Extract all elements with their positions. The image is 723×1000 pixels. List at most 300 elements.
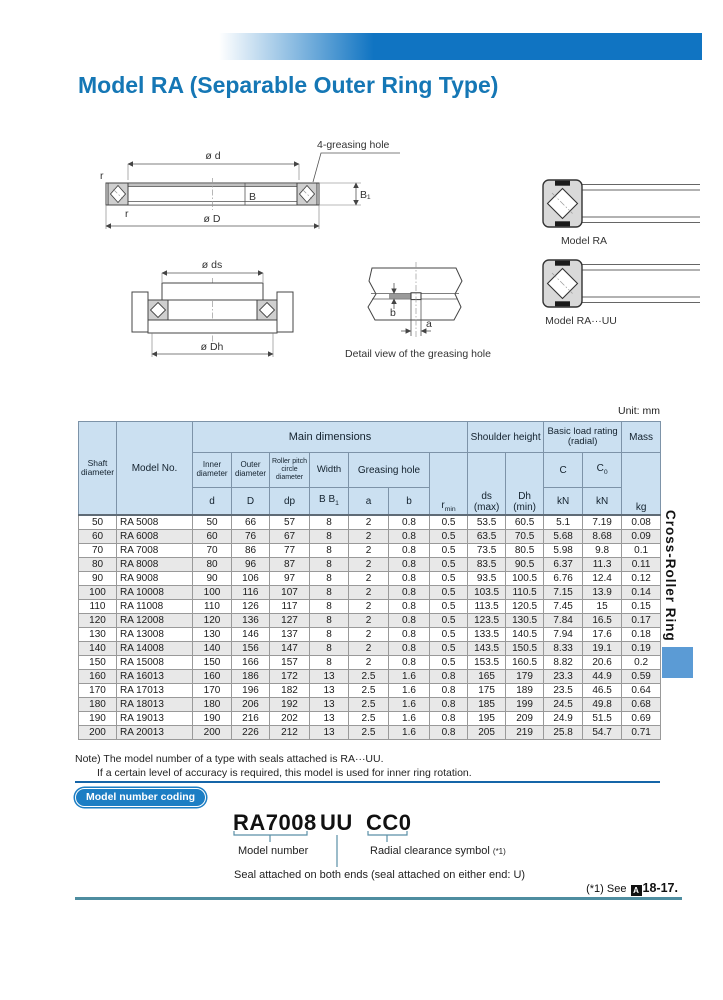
table-cell: 182 xyxy=(270,684,310,698)
code-model-number: RA7008 xyxy=(233,810,317,835)
table-cell: 53.5 xyxy=(468,515,506,530)
table-cell: 51.5 xyxy=(583,712,622,726)
table-cell: 70.5 xyxy=(506,530,544,544)
table-cell: 153.5 xyxy=(468,656,506,670)
label-radial-clearance: Radial clearance symbol (*1) xyxy=(370,845,506,857)
table-cell: 2 xyxy=(349,530,389,544)
note-line-1: Note) The model number of a type with seals attached is RA···UU. xyxy=(75,753,384,765)
table-cell: 127 xyxy=(270,614,310,628)
table-cell: 11.3 xyxy=(583,558,622,572)
table-row xyxy=(79,558,661,572)
group-main-dimensions: Main dimensions xyxy=(193,422,468,453)
table-cell: 150 xyxy=(79,656,117,670)
table-cell: 7.19 xyxy=(583,515,622,530)
dim-label-ds: ø ds xyxy=(201,259,223,271)
table-cell: 212 xyxy=(270,726,310,740)
table-cell: 80 xyxy=(193,558,232,572)
table-cell: 0.68 xyxy=(622,698,661,712)
table-cell: 24.5 xyxy=(544,698,583,712)
table-cell: 156 xyxy=(232,642,270,656)
table-cell: 60.5 xyxy=(506,515,544,530)
table-cell: 0.59 xyxy=(622,670,661,684)
col-mass: Mass xyxy=(622,422,661,453)
label-B: B xyxy=(249,191,257,203)
model-ra-caption: Model RA xyxy=(560,235,608,247)
side-tab-square xyxy=(662,647,693,678)
table-cell: 140 xyxy=(79,642,117,656)
table-cell: 17.6 xyxy=(583,628,622,642)
note-line-2: If a certain level of accuracy is required, this model is used for inner ring rotation. xyxy=(97,766,472,779)
table-cell: 2 xyxy=(349,572,389,586)
table-cell: 2.5 xyxy=(349,670,389,684)
table-cell: 205 xyxy=(468,726,506,740)
table-cell: 196 xyxy=(232,684,270,698)
table-cell: 13 xyxy=(310,698,349,712)
table-cell: 0.5 xyxy=(430,614,468,628)
table-cell: 146 xyxy=(232,628,270,642)
table-cell: 0.08 xyxy=(622,515,661,530)
table-cell: RA 6008 xyxy=(117,530,193,544)
table-cell: 200 xyxy=(79,726,117,740)
table-cell: 130 xyxy=(193,628,232,642)
table-cell: RA 12008 xyxy=(117,614,193,628)
table-cell: 133.5 xyxy=(468,628,506,642)
table-cell: 66 xyxy=(232,515,270,530)
table-cell: 2.5 xyxy=(349,684,389,698)
side-tab-label: Cross-Roller Ring xyxy=(663,510,678,642)
table-row xyxy=(79,572,661,586)
table-cell: 0.17 xyxy=(622,614,661,628)
table-cell: 73.5 xyxy=(468,544,506,558)
table-row xyxy=(79,628,661,642)
ring-cross-section-drawing xyxy=(100,139,400,229)
table-cell: 2 xyxy=(349,642,389,656)
table-cell: 206 xyxy=(232,698,270,712)
table-cell: 0.8 xyxy=(389,642,430,656)
ref-mark: (*1) xyxy=(492,847,506,856)
table-cell: 8 xyxy=(310,572,349,586)
table-cell: RA 13008 xyxy=(117,628,193,642)
table-cell: 172 xyxy=(270,670,310,684)
table-cell: 0.8 xyxy=(389,515,430,530)
table-cell: 110.5 xyxy=(506,586,544,600)
footnote: (*1) See A 18-17. xyxy=(586,881,678,895)
table-cell: 16.5 xyxy=(583,614,622,628)
catalog-section-icon: A xyxy=(631,885,642,896)
dim-label-Dh: ø Dh xyxy=(200,341,224,353)
table-cell: 180 xyxy=(79,698,117,712)
table-note xyxy=(75,753,472,780)
table-cell: 150.5 xyxy=(506,642,544,656)
table-cell: 117 xyxy=(270,600,310,614)
top-gradient-bar xyxy=(219,33,702,60)
table-row xyxy=(79,726,661,740)
table-cell: 0.8 xyxy=(389,558,430,572)
table-cell: 0.15 xyxy=(622,600,661,614)
table-cell: 160 xyxy=(193,670,232,684)
table-cell: 120.5 xyxy=(506,600,544,614)
table-cell: 140.5 xyxy=(506,628,544,642)
table-cell: 0.2 xyxy=(622,656,661,670)
table-cell: 113.5 xyxy=(468,600,506,614)
table-cell: 0.19 xyxy=(622,642,661,656)
table-cell: 60 xyxy=(193,530,232,544)
table-cell: 185 xyxy=(468,698,506,712)
table-cell: 96 xyxy=(232,558,270,572)
table-row xyxy=(79,600,661,614)
table-cell: 97 xyxy=(270,572,310,586)
table-cell: 160.5 xyxy=(506,656,544,670)
table-cell: 190 xyxy=(79,712,117,726)
table-cell: 226 xyxy=(232,726,270,740)
table-row xyxy=(79,698,661,712)
spec-table-body xyxy=(79,515,661,740)
table-cell: 0.5 xyxy=(430,558,468,572)
table-cell: 150 xyxy=(193,656,232,670)
table-cell: 80 xyxy=(79,558,117,572)
table-cell: 200 xyxy=(193,726,232,740)
table-cell: RA 16013 xyxy=(117,670,193,684)
table-cell: 19.1 xyxy=(583,642,622,656)
housing-section-drawing xyxy=(132,259,293,357)
table-cell: 1.6 xyxy=(389,670,430,684)
table-cell: 0.64 xyxy=(622,684,661,698)
table-cell: 0.5 xyxy=(430,544,468,558)
table-cell: 2 xyxy=(349,628,389,642)
table-cell: 13 xyxy=(310,712,349,726)
table-cell: 100 xyxy=(79,586,117,600)
col-c0: $C_0$ xyxy=(583,453,622,488)
label-model-number: Model number xyxy=(238,845,309,857)
detail-label-a: a xyxy=(426,318,432,330)
table-cell: 0.14 xyxy=(622,586,661,600)
table-row xyxy=(79,642,661,656)
table-cell: 13 xyxy=(310,684,349,698)
table-cell: 103.5 xyxy=(468,586,506,600)
table-cell: 120 xyxy=(79,614,117,628)
table-cell: 49.8 xyxy=(583,698,622,712)
label-seal-attached: Seal attached on both ends (seal attached on either end: U) xyxy=(234,869,526,881)
table-cell: RA 11008 xyxy=(117,600,193,614)
table-cell: 0.1 xyxy=(622,544,661,558)
table-cell: 0.8 xyxy=(389,544,430,558)
code-seal-symbol: UU xyxy=(320,810,353,835)
group-shoulder-height: Shoulder height xyxy=(468,422,544,453)
table-cell: RA 17013 xyxy=(117,684,193,698)
table-cell: 23.5 xyxy=(544,684,583,698)
sub-D: D xyxy=(232,488,270,516)
spec-table xyxy=(78,421,661,740)
table-cell: RA 19013 xyxy=(117,712,193,726)
table-cell: 0.12 xyxy=(622,572,661,586)
table-cell: RA 10008 xyxy=(117,586,193,600)
table-cell: 0.5 xyxy=(430,586,468,600)
model-number-coding-badge: Model number coding xyxy=(75,788,206,807)
table-cell: 107 xyxy=(270,586,310,600)
technical-drawings xyxy=(75,130,723,392)
sub-kn-c0: kN xyxy=(583,488,622,516)
col-width: Width xyxy=(310,453,349,488)
table-cell: 60 xyxy=(79,530,117,544)
table-cell: 57 xyxy=(270,515,310,530)
table-cell: 93.5 xyxy=(468,572,506,586)
table-cell: 1.6 xyxy=(389,712,430,726)
table-row xyxy=(79,586,661,600)
table-cell: 7.15 xyxy=(544,586,583,600)
table-cell: 70 xyxy=(193,544,232,558)
table-cell: 8 xyxy=(310,642,349,656)
table-cell: 165 xyxy=(468,670,506,684)
table-cell: 70 xyxy=(79,544,117,558)
table-cell: 2 xyxy=(349,544,389,558)
table-cell: 216 xyxy=(232,712,270,726)
table-cell: 0.11 xyxy=(622,558,661,572)
table-cell: 0.09 xyxy=(622,530,661,544)
table-cell: RA 18013 xyxy=(117,698,193,712)
table-cell: RA 7008 xyxy=(117,544,193,558)
table-cell: 0.5 xyxy=(430,530,468,544)
table-cell: 54.7 xyxy=(583,726,622,740)
table-cell: 110 xyxy=(79,600,117,614)
table-cell: 63.5 xyxy=(468,530,506,544)
col-dh-min: Dh (min) xyxy=(506,453,544,516)
table-row xyxy=(79,614,661,628)
table-row xyxy=(79,544,661,558)
table-cell: 137 xyxy=(270,628,310,642)
table-cell: 5.98 xyxy=(544,544,583,558)
col-greasing-hole: Greasing hole xyxy=(349,453,430,488)
sub-dp: dp xyxy=(270,488,310,516)
table-cell: 106 xyxy=(232,572,270,586)
table-cell: 1.6 xyxy=(389,698,430,712)
table-cell: 8 xyxy=(310,558,349,572)
col-outer-diameter: Outer diameter xyxy=(232,453,270,488)
dim-label-d: ø d xyxy=(205,150,221,162)
table-cell: 8 xyxy=(310,544,349,558)
table-cell: 170 xyxy=(193,684,232,698)
table-cell: 8 xyxy=(310,530,349,544)
blue-divider xyxy=(75,781,660,783)
table-cell: RA 14008 xyxy=(117,642,193,656)
table-cell: 186 xyxy=(232,670,270,684)
code-clearance-symbol: CC0 xyxy=(366,810,412,835)
col-shaft-diameter: Shaft diameter xyxy=(79,422,117,516)
table-cell: 130.5 xyxy=(506,614,544,628)
table-row xyxy=(79,515,661,530)
table-cell: 116 xyxy=(232,586,270,600)
table-cell: 2.5 xyxy=(349,712,389,726)
table-cell: 80.5 xyxy=(506,544,544,558)
table-cell: 0.8 xyxy=(389,614,430,628)
table-cell: 192 xyxy=(270,698,310,712)
table-row xyxy=(79,530,661,544)
group-basic-load-rating: Basic load rating (radial) xyxy=(544,422,622,453)
greasing-detail-drawing xyxy=(345,262,491,360)
table-cell: 1.6 xyxy=(389,684,430,698)
table-cell: 2.5 xyxy=(349,726,389,740)
table-row xyxy=(79,684,661,698)
table-cell: 7.45 xyxy=(544,600,583,614)
table-cell: 202 xyxy=(270,712,310,726)
table-cell: 190 xyxy=(193,712,232,726)
table-cell: 24.9 xyxy=(544,712,583,726)
table-cell: 170 xyxy=(79,684,117,698)
table-cell: 77 xyxy=(270,544,310,558)
table-row xyxy=(79,670,661,684)
dim-label-D: ø D xyxy=(203,213,221,225)
page-title: Model RA (Separable Outer Ring Type) xyxy=(78,72,499,98)
table-cell: 157 xyxy=(270,656,310,670)
model-ra-icon xyxy=(543,180,700,247)
table-cell: 2 xyxy=(349,600,389,614)
unit-label: Unit: mm xyxy=(618,405,660,417)
table-cell: 0.8 xyxy=(430,670,468,684)
table-cell: 0.5 xyxy=(430,600,468,614)
col-rmin: $r_{min}$ xyxy=(430,453,468,516)
table-cell: 8 xyxy=(310,600,349,614)
table-cell: 199 xyxy=(506,698,544,712)
table-cell: 90 xyxy=(193,572,232,586)
table-cell: 100.5 xyxy=(506,572,544,586)
table-cell: 120 xyxy=(193,614,232,628)
table-row xyxy=(79,712,661,726)
table-cell: 0.8 xyxy=(430,698,468,712)
table-cell: 67 xyxy=(270,530,310,544)
table-cell: 8.82 xyxy=(544,656,583,670)
table-cell: 15 xyxy=(583,600,622,614)
sub-kn-c: kN xyxy=(544,488,583,516)
table-cell: 130 xyxy=(79,628,117,642)
detail-caption: Detail view of the greasing hole xyxy=(345,348,491,360)
table-cell: 44.9 xyxy=(583,670,622,684)
table-cell: 2.5 xyxy=(349,698,389,712)
table-cell: 0.8 xyxy=(389,600,430,614)
table-cell: 7.94 xyxy=(544,628,583,642)
table-cell: RA 5008 xyxy=(117,515,193,530)
table-cell: 2 xyxy=(349,515,389,530)
table-cell: 189 xyxy=(506,684,544,698)
table-cell: 126 xyxy=(232,600,270,614)
label-B1: B₁ xyxy=(360,189,371,201)
table-cell: 8 xyxy=(310,515,349,530)
table-cell: 8.33 xyxy=(544,642,583,656)
table-cell: 2 xyxy=(349,656,389,670)
table-cell: 6.76 xyxy=(544,572,583,586)
table-cell: 90.5 xyxy=(506,558,544,572)
table-cell: 2 xyxy=(349,558,389,572)
table-cell: 0.8 xyxy=(430,712,468,726)
label-r-top: r xyxy=(100,170,104,182)
table-cell: 0.71 xyxy=(622,726,661,740)
table-cell: 2 xyxy=(349,614,389,628)
table-cell: 12.4 xyxy=(583,572,622,586)
sub-bb1: B $B_1$ xyxy=(310,488,349,516)
table-cell: RA 20013 xyxy=(117,726,193,740)
col-inner-diameter: Inner diameter xyxy=(193,453,232,488)
table-row xyxy=(79,656,661,670)
table-cell: 0.8 xyxy=(389,530,430,544)
table-cell: 5.68 xyxy=(544,530,583,544)
col-c: C xyxy=(544,453,583,488)
table-cell: 50 xyxy=(193,515,232,530)
table-cell: 123.5 xyxy=(468,614,506,628)
table-cell: 0.69 xyxy=(622,712,661,726)
table-cell: 0.8 xyxy=(430,684,468,698)
detail-label-b: b xyxy=(390,307,396,319)
sub-a: a xyxy=(349,488,389,516)
table-cell: 160 xyxy=(79,670,117,684)
teal-divider xyxy=(75,897,682,900)
table-cell: 110 xyxy=(193,600,232,614)
col-model-no: Model No. xyxy=(117,422,193,516)
table-cell: 46.5 xyxy=(583,684,622,698)
table-cell: 87 xyxy=(270,558,310,572)
table-cell: 76 xyxy=(232,530,270,544)
table-cell: 0.18 xyxy=(622,628,661,642)
table-cell: 209 xyxy=(506,712,544,726)
greasing-hole-callout: 4-greasing hole xyxy=(317,139,390,151)
table-cell: 25.8 xyxy=(544,726,583,740)
table-cell: 0.5 xyxy=(430,642,468,656)
table-cell: 0.5 xyxy=(430,515,468,530)
table-cell: 50 xyxy=(79,515,117,530)
table-cell: RA 15008 xyxy=(117,656,193,670)
table-cell: 100 xyxy=(193,586,232,600)
model-ra-uu-icon xyxy=(543,260,700,327)
table-cell: 0.8 xyxy=(389,586,430,600)
table-cell: 9.8 xyxy=(583,544,622,558)
table-cell: 136 xyxy=(232,614,270,628)
col-roller-pitch: Roller pitch circle diameter xyxy=(270,453,310,488)
table-cell: 0.5 xyxy=(430,656,468,670)
table-cell: 0.5 xyxy=(430,628,468,642)
table-cell: 86 xyxy=(232,544,270,558)
table-cell: 195 xyxy=(468,712,506,726)
table-cell: 219 xyxy=(506,726,544,740)
table-cell: 90 xyxy=(79,572,117,586)
table-cell: 166 xyxy=(232,656,270,670)
label-r-bottom: r xyxy=(125,208,129,220)
table-cell: 0.8 xyxy=(389,656,430,670)
table-cell: 20.6 xyxy=(583,656,622,670)
table-cell: 13 xyxy=(310,670,349,684)
table-cell: 8.68 xyxy=(583,530,622,544)
table-cell: 175 xyxy=(468,684,506,698)
table-cell: RA 8008 xyxy=(117,558,193,572)
table-cell: 83.5 xyxy=(468,558,506,572)
table-cell: 2 xyxy=(349,586,389,600)
table-cell: 23.3 xyxy=(544,670,583,684)
table-cell: 1.6 xyxy=(389,726,430,740)
table-cell: 8 xyxy=(310,586,349,600)
table-cell: 8 xyxy=(310,656,349,670)
table-cell: 8 xyxy=(310,614,349,628)
col-kg: kg xyxy=(622,453,661,516)
table-cell: 0.8 xyxy=(389,628,430,642)
table-cell: 7.84 xyxy=(544,614,583,628)
table-cell: 179 xyxy=(506,670,544,684)
table-cell: 5.1 xyxy=(544,515,583,530)
table-cell: RA 9008 xyxy=(117,572,193,586)
table-cell: 0.8 xyxy=(389,572,430,586)
table-cell: 13.9 xyxy=(583,586,622,600)
table-cell: 147 xyxy=(270,642,310,656)
table-cell: 180 xyxy=(193,698,232,712)
table-cell: 0.5 xyxy=(430,572,468,586)
table-cell: 13 xyxy=(310,726,349,740)
table-cell: 140 xyxy=(193,642,232,656)
sub-d: d xyxy=(193,488,232,516)
